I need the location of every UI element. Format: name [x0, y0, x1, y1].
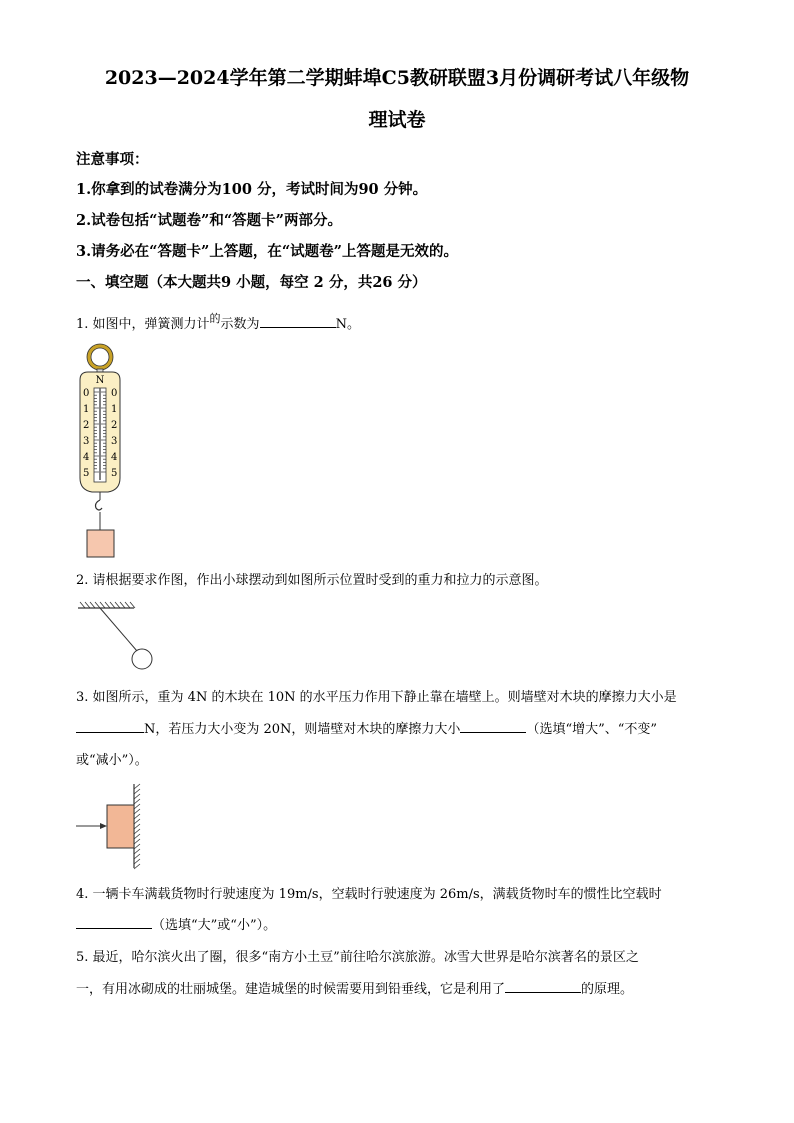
wall-hatch-line: [134, 789, 140, 794]
q5-text-2b: 的原理。: [581, 982, 634, 997]
q3-answer-blank-2[interactable]: [460, 716, 526, 733]
question-3-line-2: [76, 713, 716, 747]
scale-label-right: 2: [111, 420, 118, 431]
scale-label-left: 3: [83, 436, 90, 447]
wall-hatch-line: [134, 859, 140, 864]
wall-hatch-line: [134, 839, 140, 844]
scale-label-right: 0: [111, 388, 118, 399]
scale-label-left: 0: [83, 388, 90, 399]
ceiling-hatch-line: [115, 602, 120, 608]
pendulum-string: [100, 608, 137, 651]
wooden-block: [107, 805, 134, 848]
q5-text-2a: 一，有用冰砌成的壮丽城堡。建造城堡的时候需要用到铅垂线，它是利用了: [76, 982, 506, 997]
scale-label-right: 5: [111, 468, 118, 479]
q1-answer-blank[interactable]: [260, 311, 336, 328]
ceiling-hatch-line: [120, 602, 125, 608]
wall-hatch-line: [134, 809, 140, 814]
question-4-line-2: [76, 909, 716, 943]
wall-hatch-line: [134, 784, 140, 789]
q1-text-pre: 1. 如图中，弹簧测力计: [76, 317, 210, 332]
scale-label-left: 5: [83, 468, 90, 479]
notes-heading: 注意事项：: [76, 151, 149, 168]
scale-unit-label: N: [95, 375, 105, 386]
wall-hatch-line: [134, 824, 140, 829]
wall-hatch-line: [134, 819, 140, 824]
note-item-1: 1.你拿到的试卷满分为100 分，考试时间为90 分钟。: [76, 181, 428, 198]
scale-label-left: 4: [83, 452, 90, 463]
pendulum-ball: [132, 649, 152, 669]
q3-answer-blank-1[interactable]: [76, 716, 144, 733]
scale-label-left: 1: [83, 404, 90, 415]
wall-hatch-line: [134, 864, 140, 869]
wall-hatch-line: [134, 804, 140, 809]
q3-text-2a: N，若压力大小变为 20N，则墙壁对木块的摩擦力大小: [144, 722, 461, 737]
hanging-block: [87, 530, 114, 557]
page-title-line-1: 2023—2024学年第二学期蚌埠C5教研联盟3月份调研考试八年级物: [104, 67, 690, 89]
wall-hatch-line: [134, 849, 140, 854]
ceiling-hatch-line: [105, 602, 110, 608]
ceiling-hatch-line: [100, 602, 105, 608]
block-wall-figure: [74, 780, 154, 872]
pendulum-figure: [76, 600, 166, 675]
ceiling-hatch-line: [130, 602, 135, 608]
wall-hatch-line: [134, 854, 140, 859]
q1-text-mid: 示数为: [220, 317, 260, 332]
ceiling-hatch-line: [90, 602, 95, 608]
ceiling-hatch-line: [125, 602, 130, 608]
hanging-ring: [89, 346, 111, 368]
note-item-2: 2.试卷包括“试题卷”和“答题卡”两部分。: [76, 212, 342, 229]
question-4-line-1: 4. 一辆卡车满载货物时行驶速度为 19m/s，空载时行驶速度为 26m/s，满载货物时车的惯性比空载时: [76, 887, 662, 902]
q4-answer-blank[interactable]: [76, 912, 152, 929]
note-item-3: 3.请务必在“答题卡”上答题，在“试题卷”上答题是无效的。: [76, 243, 458, 260]
q5-answer-blank[interactable]: [505, 976, 581, 993]
page-title-line-2: 理试卷: [368, 109, 426, 131]
question-3-line-3: 或“减小”）。: [76, 753, 148, 768]
wall-hatch-line: [134, 814, 140, 819]
question-5-line-1: 5. 最近，哈尔滨火出了圈，很多“南方小土豆”前往哈尔滨旅游。冰雪大世界是哈尔滨著名的景区之: [76, 950, 639, 965]
scale-hook: [96, 500, 103, 510]
q3-text-2b: （选填“增大”、“不变”: [526, 722, 658, 737]
ceiling-hatch-line: [85, 602, 90, 608]
q4-text-2: （选填“大”或“小”）。: [152, 918, 277, 933]
wall-hatch-line: [134, 794, 140, 799]
spring-scale-figure: [72, 340, 132, 565]
question-1: [76, 302, 716, 342]
wall-hatch-line: [134, 799, 140, 804]
q1-text-sup: 的: [209, 312, 221, 325]
question-5-line-2: [76, 973, 716, 1007]
scale-label-right: 3: [111, 436, 118, 447]
ceiling-hatch-line: [80, 602, 85, 608]
ceiling-hatch-line: [110, 602, 115, 608]
scale-label-right: 1: [111, 404, 118, 415]
scale-label-right: 4: [111, 452, 118, 463]
q1-text-post: N。: [335, 317, 360, 332]
wall-hatch-line: [134, 829, 140, 834]
ceiling-hatch-line: [95, 602, 100, 608]
question-2: 2. 请根据要求作图，作出小球摆动到如图所示位置时受到的重力和拉力的示意图。: [76, 573, 548, 588]
wall-hatch-line: [134, 834, 140, 839]
section-heading-fill-blank: 一、填空题（本大题共9 小题，每空 2 分，共26 分）: [76, 274, 427, 291]
wall-hatch-line: [134, 844, 140, 849]
question-3-line-1: 3. 如图所示，重为 4N 的木块在 10N 的水平压力作用下静止靠在墙壁上。则墙壁对木块的摩擦力大小是: [76, 690, 677, 705]
scale-label-left: 2: [83, 420, 90, 431]
